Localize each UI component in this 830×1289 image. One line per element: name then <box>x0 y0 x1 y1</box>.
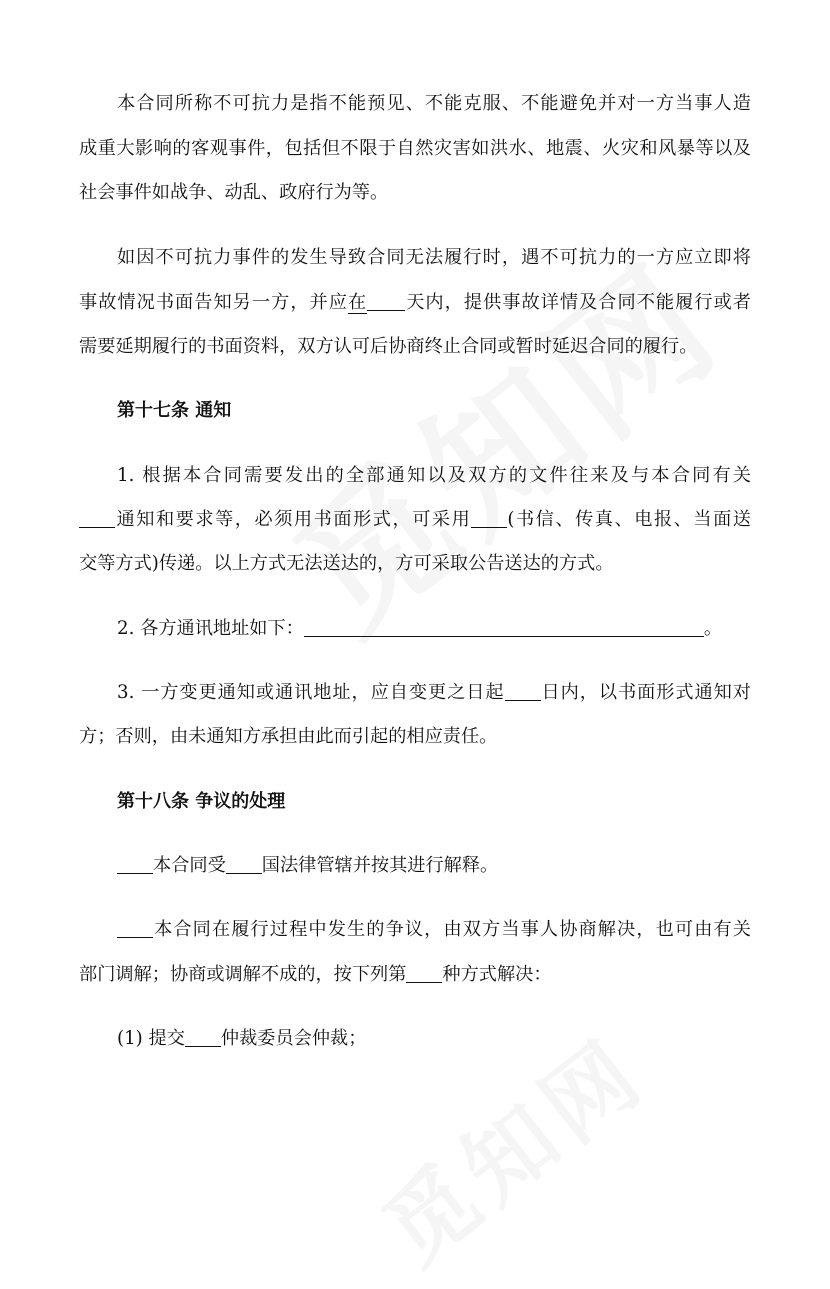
article17-item3-line1-b: 日内，以书面形式通知对 <box>540 682 751 703</box>
force-majeure-p2-line1: 如因不可抗力事件的发生导致合同无法履行时，遇不可抗力的一方应立即将 <box>117 247 751 268</box>
article17-item1-line2-b: (书信、传真、电报、当面送 <box>507 509 751 530</box>
notice-scope-blank <box>79 509 115 528</box>
article17-item2 <box>79 609 751 649</box>
article18-p2-line1-text: 本合同在履行过程中发生的争议，由双方当事人协商解决，也可由有关 <box>153 919 751 940</box>
article17-item3-line2: 方；否则，由未通知方承担由此而引起的相应责任。 <box>79 726 498 747</box>
dispute-blank <box>117 919 153 938</box>
article18-p2-line2-b: 种方式解决： <box>442 964 552 985</box>
article18-p1 <box>79 846 751 886</box>
force-majeure-p1-line1: 本合同所称不可抗力是指不能预见、不能克服、不能避免并对一方当事人造 <box>117 93 751 114</box>
article17-item2-end: 。 <box>703 618 723 639</box>
force-majeure-p2-line2 <box>79 283 751 323</box>
force-majeure-p2-underlined-zai: 在 <box>347 292 368 313</box>
force-majeure-p1-line2: 成重大影响的客观事件，包括但不限于自然灾害如洪水、地震、火灾和风暴等以及 <box>79 138 751 159</box>
article17-item1-line2-a: 通知和要求等，必须用书面形式，可采用 <box>115 509 472 530</box>
governing-law-country-blank <box>226 855 262 874</box>
article18-p2-line1 <box>79 910 751 950</box>
article18-option1-a: (1) 提交 <box>117 1028 185 1049</box>
article17-item1-line1: 1. 根据本合同需要发出的全部通知以及双方的文件往来及与本合同有关 <box>117 465 751 486</box>
governing-law-blank-1 <box>117 855 153 874</box>
resolution-option-blank <box>406 964 442 983</box>
force-majeure-p2-line2-a: 事故情况书面告知另一方，并应 <box>79 292 348 313</box>
article18-option1 <box>79 1019 751 1059</box>
article18-heading: 第十八条 争议的处理 <box>117 791 286 812</box>
address-blank <box>304 618 704 637</box>
article18-p1-b: 国法律管辖并按其进行解释。 <box>261 855 499 876</box>
change-days-blank <box>505 682 541 701</box>
article18-p2-line2 <box>79 955 751 995</box>
article17-heading: 第十七条 通知 <box>117 400 232 421</box>
article17-item1-line3: 交等方式)传递。以上方式无法送达的，方可采取公告送达的方式。 <box>79 553 614 574</box>
article17-item3-line1-a: 3. 一方变更通知或通讯地址，应自变更之日起 <box>117 682 505 703</box>
article17-item1-line2 <box>79 500 751 540</box>
article18-option1-b: 仲裁委员会仲裁； <box>220 1028 367 1049</box>
notice-method-blank <box>471 509 507 528</box>
force-majeure-p2-line2-c: 天内，提供事故详情及合同不能履行或者 <box>405 292 751 313</box>
article18-p2-line2-a: 部门调解；协商或调解不成的，按下列第 <box>79 964 407 985</box>
arbitration-commission-blank <box>185 1028 221 1047</box>
force-majeure-p1-line3: 社会事件如战争、动乱、政府行为等。 <box>79 182 389 203</box>
article18-p1-a: 本合同受 <box>153 855 226 876</box>
article17-item2-text: 2. 各方通讯地址如下： <box>117 618 304 639</box>
article17-item3-line1 <box>79 673 751 713</box>
force-majeure-p2-line3: 需要延期履行的书面资料，双方认可后协商终止合同或暂时延迟合同的履行。 <box>79 336 698 357</box>
days-blank <box>367 292 405 311</box>
